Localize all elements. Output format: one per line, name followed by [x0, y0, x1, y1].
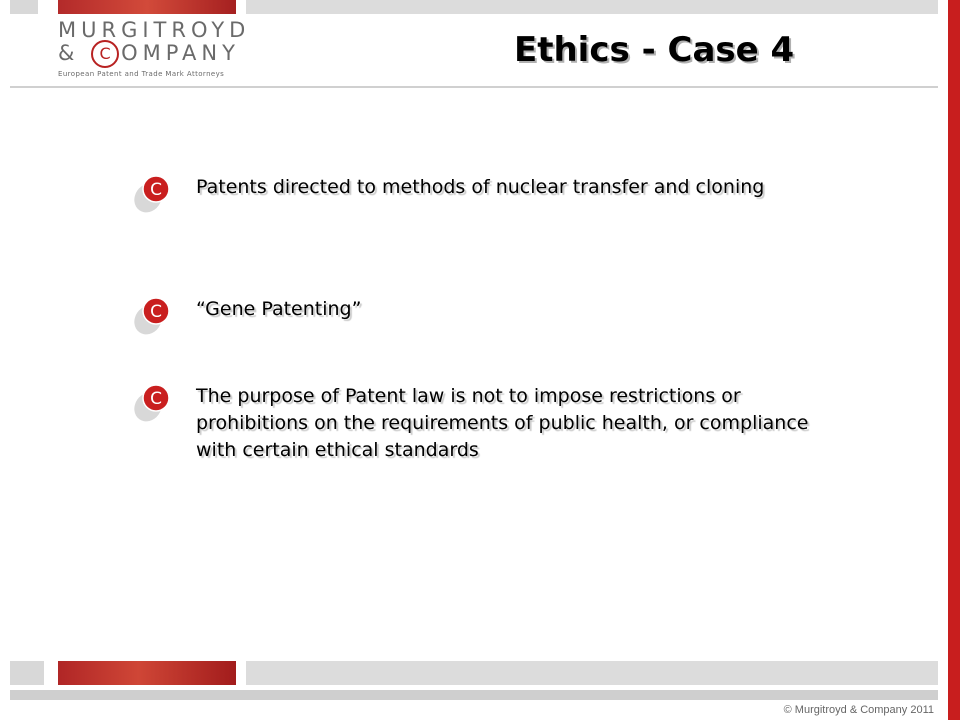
header-decor-left — [10, 0, 38, 14]
footer-decor-left — [10, 661, 44, 685]
header-divider — [10, 86, 938, 88]
company-logo — [58, 18, 251, 80]
header-decor-red — [58, 0, 236, 14]
c-bullet-letter: C — [150, 180, 162, 200]
bullet-text: The purpose of Patent law is not to impose restrictions or prohibitions on the requirements of public health, or compliance with certain ethical standards — [196, 385, 809, 461]
right-red-rail — [948, 0, 960, 720]
header-decor-right — [246, 0, 938, 14]
footer-decor-right — [246, 661, 938, 685]
c-bullet-letter: C — [150, 302, 162, 322]
copyright-text: © Murgitroyd & Company 2011 — [783, 704, 934, 716]
c-bullet-icon — [130, 383, 178, 427]
c-bullet-icon — [130, 296, 178, 340]
slide-title: Ethics - Case 4 — [514, 30, 795, 70]
logo-line1: MURGITROYD — [58, 18, 251, 42]
footer-decor-red — [58, 661, 236, 685]
logo-c-mark: C — [91, 40, 119, 68]
logo-company: OMPANY — [121, 41, 240, 65]
bullet-text: Patents directed to methods of nuclear transfer and cloning — [196, 176, 765, 198]
logo-ampersand: & — [58, 41, 80, 65]
logo-line2 — [58, 40, 240, 68]
footer-divider — [10, 690, 938, 700]
logo-tagline: European Patent and Trade Mark Attorneys — [58, 70, 225, 78]
bullet-text: “Gene Patenting” — [196, 298, 362, 320]
c-bullet-icon — [130, 174, 178, 218]
c-bullet-letter: C — [150, 389, 162, 409]
